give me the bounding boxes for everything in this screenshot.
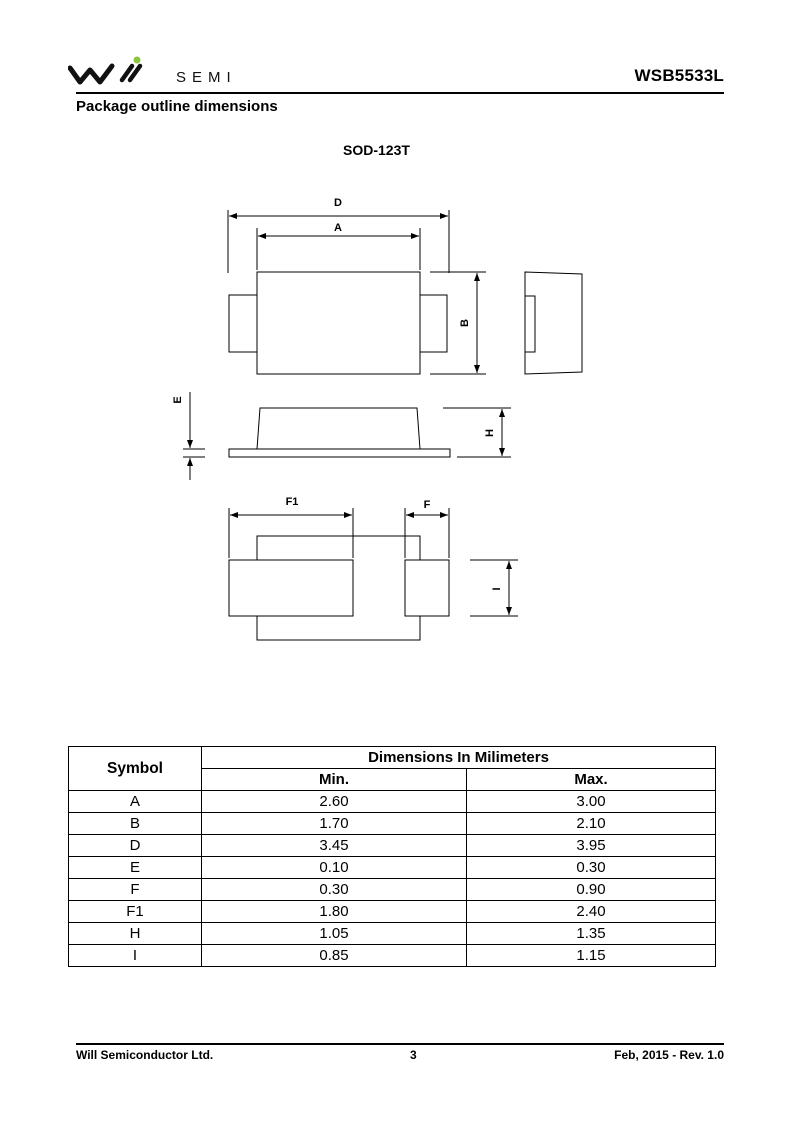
- bottom-view-body: [257, 536, 420, 640]
- dim-label-b: B: [459, 319, 471, 327]
- part-number: WSB5533L: [634, 66, 724, 85]
- row-min: 0.30: [202, 879, 467, 901]
- table-row: [69, 945, 716, 967]
- row-max: 1.15: [467, 945, 716, 967]
- dim-label-d: D: [334, 197, 342, 209]
- row-min: 3.45: [202, 835, 467, 857]
- table-row: [69, 879, 716, 901]
- row-min: 1.70: [202, 813, 467, 835]
- bottom-view-pad-large: [229, 560, 353, 616]
- top-view-body: [257, 272, 420, 374]
- footer-rule: [76, 1043, 724, 1045]
- logo-green-dot: [134, 57, 141, 64]
- row-max: 2.40: [467, 901, 716, 923]
- row-min: 1.80: [202, 901, 467, 923]
- table-row: [69, 857, 716, 879]
- company-logo: [68, 56, 258, 90]
- header-rule: [76, 92, 724, 94]
- row-symbol: B: [69, 813, 202, 835]
- logo-text: SEMI: [176, 69, 237, 86]
- bottom-view-pad-small: [405, 560, 449, 616]
- dim-label-i: I: [491, 587, 503, 591]
- section-title: Package outline dimensions: [76, 98, 278, 115]
- row-max: 1.35: [467, 923, 716, 945]
- row-symbol: A: [69, 791, 202, 813]
- footer-revision: Feb, 2015 - Rev. 1.0: [614, 1048, 724, 1062]
- footer-page-number: 3: [410, 1048, 417, 1062]
- package-name: SOD-123T: [343, 142, 410, 158]
- row-min: 0.85: [202, 945, 467, 967]
- row-symbol: D: [69, 835, 202, 857]
- table-row: [69, 835, 716, 857]
- table-row: [69, 901, 716, 923]
- row-min: 1.05: [202, 923, 467, 945]
- row-symbol: E: [69, 857, 202, 879]
- top-view-lead-right: [420, 295, 447, 352]
- row-symbol: F: [69, 879, 202, 901]
- row-symbol: H: [69, 923, 202, 945]
- row-max: 0.30: [467, 857, 716, 879]
- table-row: [69, 813, 716, 835]
- min-header: Min.: [202, 769, 467, 791]
- dimensions-table: [68, 746, 716, 967]
- max-header: Max.: [467, 769, 716, 791]
- side-view-lead: [525, 296, 535, 352]
- table-row: [69, 923, 716, 945]
- table-row: [69, 791, 716, 813]
- front-view-leads: [229, 449, 450, 457]
- row-max: 0.90: [467, 879, 716, 901]
- row-min: 2.60: [202, 791, 467, 813]
- row-min: 0.10: [202, 857, 467, 879]
- dim-label-f: F: [423, 499, 431, 511]
- footer-company: Will Semiconductor Ltd.: [76, 1048, 214, 1062]
- front-view-body: [257, 408, 420, 449]
- top-view-lead-left: [229, 295, 257, 352]
- symbol-header: Symbol: [69, 747, 202, 791]
- row-max: 2.10: [467, 813, 716, 835]
- will-semi-logo-graphic: [68, 56, 258, 90]
- dim-label-a: A: [334, 222, 342, 234]
- side-view-body: [525, 272, 582, 374]
- row-symbol: F1: [69, 901, 202, 923]
- dimensions-group-header: Dimensions In Milimeters: [202, 747, 716, 769]
- dim-label-f1: F1: [285, 496, 299, 508]
- row-max: 3.00: [467, 791, 716, 813]
- dim-label-h: H: [484, 429, 496, 437]
- row-symbol: I: [69, 945, 202, 967]
- dim-label-e: E: [172, 396, 184, 404]
- row-max: 3.95: [467, 835, 716, 857]
